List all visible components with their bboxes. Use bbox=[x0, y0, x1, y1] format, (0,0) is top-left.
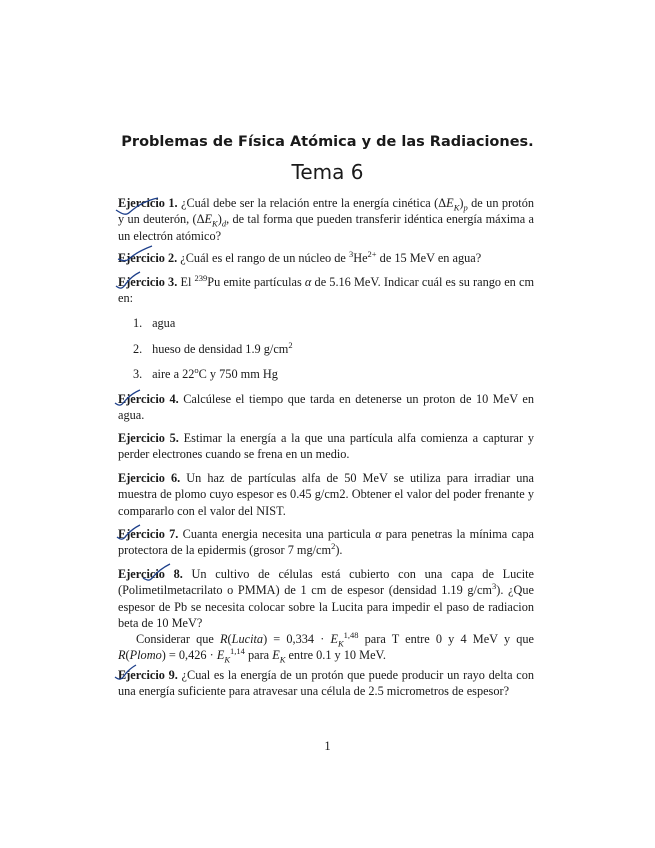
exercise-8 bbox=[118, 566, 534, 664]
exercise-label: Ejercicio 4. bbox=[118, 392, 179, 406]
list-item: 2. hueso de densidad 1.9 $g/cm^2$ bbox=[133, 339, 293, 356]
exercise-9 bbox=[118, 667, 534, 700]
exercise-text: ¿Cual es la energía de un protón que puede producir un rayo delta con una energía suficiente para atravesar una célula de 2.5 micrometros de espesor? bbox=[118, 668, 535, 699]
exercise-7 bbox=[118, 526, 534, 559]
list-item: 3. aire a 22$^o$C y 750 mm Hg bbox=[133, 364, 278, 381]
exercise-label: Ejercicio 7. bbox=[118, 527, 179, 541]
exercise-label: Ejercicio 2. bbox=[118, 251, 178, 265]
list-item: 1. agua bbox=[133, 316, 176, 330]
exercise-text: El $^{239}$Pu emite partículas α de 5.16 MeV. Indicar cuál es su rango en cm en: bbox=[118, 272, 535, 306]
exercise-text: ¿Cuál debe ser la relación entre la energía cinética $(\Delta E_K)_p$ de un protón y un deuterón, $(\Delta E_K)_d$, de tal forma que pueden transferir idéntica energía máxima a un electrón atómico? bbox=[118, 196, 535, 243]
exercise-8-note: Considerar que R(Lucita) = $0,334 \cdot E_K^{1,48}$ para T entre 0 y 4 MeV y que R(Plomo) = $0,426 \cdot E_K^{1,14}$ para $E_K$ entre 0.1 y 10 MeV. bbox=[118, 630, 534, 665]
exercise-1 bbox=[118, 195, 534, 244]
document-title: Problemas de Física Atómica y de las Radiaciones. bbox=[121, 134, 534, 150]
exercise-3 bbox=[118, 274, 534, 307]
exercise-text: Un cultivo de células está cubierto con una capa de Lucite (Polimetilmetacrilato o PMMA) de 1 cm de espesor (densidad 1.19 $g/cm^3$). ¿Que espesor de Pb se necesita colocar sobre la Lucita para impedir el paso de radiacion beta de 10 MeV? bbox=[118, 567, 535, 630]
exercise-text: Calcúlese el tiempo que tarda en detenerse un proton de 10 MeV en agua. bbox=[118, 392, 535, 423]
exercise-label: Ejercicio 3. bbox=[118, 275, 178, 289]
exercise-label: Ejercicio 9. bbox=[118, 668, 178, 682]
exercise-text: ¿Cuál es el rango de un núcleo de $^3He^{2+}$ de 15 MeV en agua? bbox=[180, 248, 482, 265]
exercise-4 bbox=[118, 391, 534, 424]
exercise-3-list bbox=[133, 316, 293, 393]
exercise-label: Ejercicio 1. bbox=[118, 196, 178, 210]
exercise-label: Ejercicio 5. bbox=[118, 431, 179, 445]
exercise-6 bbox=[118, 470, 534, 519]
exercise-label: Ejercicio 8. bbox=[118, 567, 183, 581]
exercise-text: Un haz de partículas alfa de 50 MeV se utiliza para irradiar una muestra de plomo cuyo espesor es 0.45 g/cm2. Obtener el valor del poder frenante y compararlo con el valor del NIST. bbox=[118, 471, 535, 518]
document-subtitle: Tema 6 bbox=[291, 160, 364, 184]
exercise-label: Ejercicio 6. bbox=[118, 471, 181, 485]
page-number: 1 bbox=[324, 739, 331, 753]
exercise-text: Estimar la energía a la que una partícula alfa comienza a capturar y perder electrones cuando se frena en un medio. bbox=[118, 431, 535, 462]
exercise-text: Cuanta energia necesita una particula α para penetras la mínima capa protectora de la epidermis (grosor 7 $mg/cm^2$). bbox=[118, 527, 535, 558]
exercise-5 bbox=[118, 430, 534, 463]
exercise-2 bbox=[118, 250, 534, 266]
